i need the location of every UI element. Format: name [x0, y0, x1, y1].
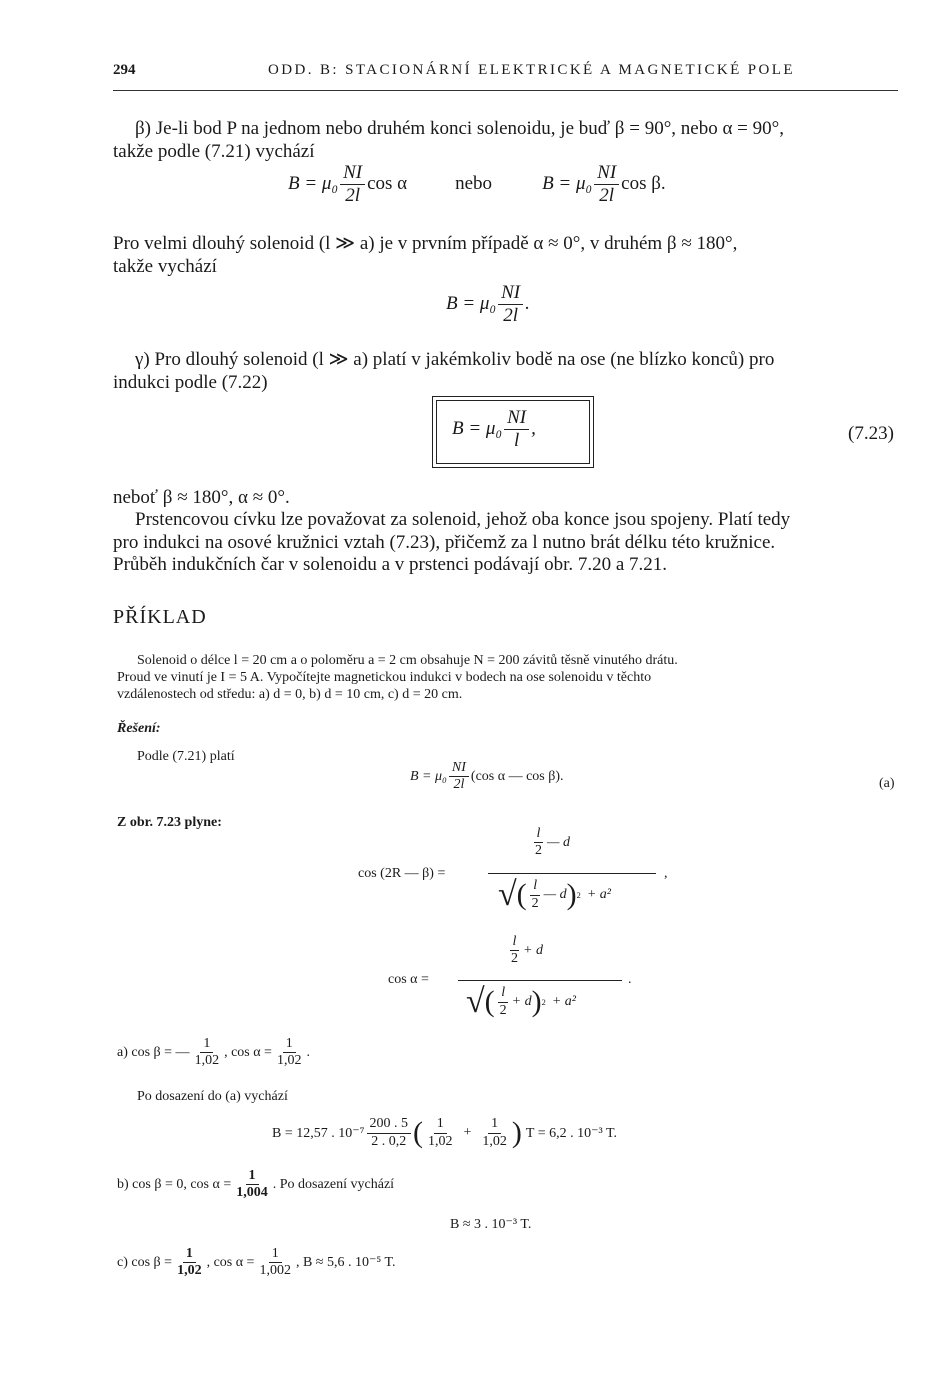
- eq3-left: B = μ₀: [452, 418, 503, 440]
- frac-denominator: 1,02: [177, 1263, 202, 1279]
- case-a-label: a) cos β = —: [117, 1044, 190, 1060]
- case-a-mid: , cos α =: [224, 1044, 272, 1060]
- frac-numerator: l: [498, 985, 508, 1002]
- equation-1: [288, 162, 666, 207]
- eq1-frac-1: [340, 162, 365, 207]
- frac-numerator: 1: [488, 1116, 501, 1133]
- cos-2r-left: cos (2R — β) =: [358, 866, 446, 881]
- beta-line-1: β) Je-li bod P na jednom nebo druhém konci solenoidu, je buď β = 90°, nebo α = 90°,: [135, 118, 784, 139]
- l-half: [508, 934, 521, 967]
- frac-numerator: 200 . 5: [367, 1116, 412, 1133]
- eq-a-frac: [449, 760, 469, 793]
- gamma-line-1: γ) Pro dlouhý solenoid (l ≫ a) platí v jakémkoliv bodě na ose (ne blízko konců) pro: [135, 349, 775, 370]
- frac-numerator: 1: [283, 1036, 296, 1053]
- frac-numerator: NI: [449, 760, 469, 777]
- paren-open-icon: (: [484, 985, 495, 1018]
- eq1-or: nebo: [455, 173, 493, 195]
- case-b-line: [117, 1168, 394, 1201]
- paren-open-icon: (: [516, 878, 527, 911]
- square-exponent: 2: [576, 890, 581, 900]
- eq1-cos-alpha: cos α: [367, 173, 408, 195]
- page-number: 294: [113, 62, 136, 78]
- eq3-comma: ,: [531, 418, 536, 440]
- l-half: [497, 985, 510, 1018]
- eq-a-right: (cos α — cos β).: [470, 768, 564, 784]
- eq2-left: B = μ₀: [446, 293, 497, 315]
- l-half: [529, 878, 542, 911]
- b-calc-frac-3: [479, 1116, 510, 1149]
- long-line-1: Pro velmi dlouhý solenoid (l ≫ a) je v prvním případě α ≈ 0°, v druhém β ≈ 180°,: [113, 233, 738, 254]
- equation-number: (7.23): [848, 423, 894, 444]
- eq2-frac: [498, 282, 523, 327]
- case-a-frac-1: [192, 1036, 223, 1069]
- frac-denominator: 2: [511, 951, 518, 967]
- case-a-line: [117, 1036, 310, 1069]
- case-c-right: , B ≈ 5,6 . 10⁻⁵ T.: [295, 1255, 396, 1271]
- case-b-left: b) cos β = 0, cos α =: [117, 1176, 232, 1192]
- task-line-1: Solenoid o délce l = 20 cm a o poloměru a = 2 cm obsahuje N = 200 závitů těsně vinutého drátu.: [137, 653, 678, 668]
- case-a-frac-2: [274, 1036, 305, 1069]
- example-heading: PŘÍKLAD: [113, 606, 207, 628]
- eq3-frac: [504, 407, 529, 452]
- frac-denominator: 2l: [599, 184, 615, 206]
- case-b-right: . Po dosazení vychází: [272, 1176, 395, 1192]
- case-c-frac-2: [256, 1246, 294, 1279]
- equation-a: [410, 760, 564, 793]
- b-calc-frac: [367, 1116, 412, 1149]
- case-b-frac: [233, 1168, 271, 1201]
- frac-denominator: 2: [531, 895, 539, 911]
- paren-close-icon: ): [531, 985, 542, 1018]
- case-c-line: [117, 1246, 396, 1279]
- frac-denominator: l: [513, 429, 520, 451]
- sqrt-icon: √: [498, 876, 517, 913]
- plus-d: + d: [511, 994, 532, 1009]
- solution-label: Řešení:: [117, 721, 161, 736]
- l-half: [532, 826, 545, 859]
- frac-numerator: 1: [269, 1246, 282, 1263]
- frac-denominator: 2l: [453, 777, 465, 793]
- header-rule: [113, 90, 898, 91]
- comma: ,: [664, 866, 668, 881]
- frac-denominator: 2l: [503, 304, 518, 326]
- frac-numerator: 1: [246, 1168, 259, 1185]
- eq1-cos-beta: cos β.: [621, 173, 666, 195]
- paren-close-icon: ): [511, 1116, 522, 1149]
- cos-alpha-left: cos α =: [388, 972, 429, 987]
- ring-line-3: Průběh indukčních čar v solenoidu a v prstenci podávají obr. 7.20 a 7.21.: [113, 554, 668, 575]
- plus-a2: + a²: [551, 994, 576, 1009]
- frac-numerator: NI: [594, 162, 619, 185]
- sqrt-icon: √: [466, 983, 485, 1020]
- equation-2: [446, 282, 530, 327]
- square-exponent: 2: [541, 997, 546, 1007]
- eq1-frac-2: [594, 162, 619, 207]
- frac-numerator: NI: [498, 282, 523, 305]
- frac-denominator: 1,02: [428, 1133, 453, 1149]
- cos-2r-numerator: [530, 826, 570, 859]
- frac-denominator: 1,02: [194, 1053, 220, 1069]
- gamma-line-2: indukci podle (7.22): [113, 372, 268, 393]
- eq2-dot: .: [525, 293, 530, 315]
- frac-numerator: 1: [200, 1036, 213, 1053]
- minus-d: — d: [547, 834, 570, 850]
- plus-sign: +: [463, 1125, 472, 1140]
- frac-numerator: NI: [504, 407, 529, 430]
- plus-a2: + a²: [586, 887, 611, 902]
- b-calc-right: T = 6,2 . 10⁻³ T.: [525, 1125, 617, 1141]
- task-line-3: vzdálenostech od středu: a) d = 0, b) d = 10 cm, c) d = 20 cm.: [117, 687, 463, 702]
- case-c-frac-1: [174, 1246, 205, 1279]
- frac-numerator: l: [510, 934, 520, 951]
- equation-a-label: (a): [879, 776, 895, 791]
- cos-alpha-denominator: [466, 985, 576, 1019]
- frac-denominator: 1,02: [276, 1053, 302, 1069]
- equation-7-23: [452, 407, 536, 452]
- frac-numerator: l: [534, 826, 544, 843]
- frac-denominator: 1,02: [482, 1133, 507, 1149]
- task-line-2: Proud ve vinutí je I = 5 A. Vypočítejte magnetickou indukci v bodech na ose solenoidu v těchto: [117, 670, 652, 685]
- eq1-right: B = μ₀: [542, 173, 593, 195]
- cos-2r-denominator: [498, 878, 611, 912]
- running-title: ODD. B: STACIONÁRNÍ ELEKTRICKÉ A MAGNETICKÉ POLE: [268, 62, 795, 78]
- po-dosazeni-line: Po dosazení do (a) vychází: [137, 1089, 288, 1104]
- b-calculation: [272, 1116, 617, 1150]
- frac-denominator: 2: [499, 1002, 507, 1018]
- frac-numerator: 1: [183, 1246, 196, 1263]
- case-b-result: B ≈ 3 . 10⁻³ T.: [450, 1217, 532, 1232]
- podle-line: Podle (7.21) platí: [137, 749, 235, 764]
- long-line-2: takže vychází: [113, 256, 217, 277]
- nebot-line: neboť β ≈ 180°, α ≈ 0°.: [113, 487, 290, 508]
- frac-denominator: 2l: [345, 184, 360, 206]
- frac-numerator: 1: [434, 1116, 447, 1133]
- case-c-mid: , cos α =: [206, 1254, 255, 1270]
- paren-close-icon: ): [566, 878, 577, 911]
- period: .: [628, 972, 632, 987]
- cos-2r-fraction-bar: [488, 873, 656, 874]
- plus-d: + d: [523, 942, 543, 958]
- period: .: [306, 1044, 310, 1060]
- b-calc-left: B = 12,57 . 10⁻⁷: [272, 1125, 365, 1141]
- frac-denominator: 1,002: [259, 1263, 291, 1279]
- frac-denominator: 1,004: [236, 1185, 268, 1201]
- minus-d: — d: [543, 887, 567, 902]
- cos-alpha-fraction-bar: [458, 980, 622, 981]
- eq1-left: B = μ₀: [288, 173, 339, 195]
- b-calc-frac-2: [425, 1116, 456, 1149]
- frac-denominator: 2: [535, 843, 542, 859]
- frac-denominator: 2 . 0,2: [371, 1133, 407, 1149]
- case-c-left: c) cos β =: [117, 1254, 173, 1270]
- paren-open-icon: (: [413, 1116, 424, 1149]
- ring-line-1: Prstencovou cívku lze považovat za solenoid, jehož oba konce jsou spojeny. Platí tedy: [135, 509, 791, 530]
- eq-a-left: B = μ₀: [410, 768, 447, 784]
- cos-alpha-numerator: [506, 934, 543, 967]
- z-obr-line: Z obr. 7.23 plyne:: [117, 815, 222, 830]
- beta-line-2: takže podle (7.21) vychází: [113, 141, 315, 162]
- ring-line-2: pro indukci na osové kružnici vztah (7.23), přičemž za l nutno brát délku této kružnice.: [113, 532, 776, 553]
- frac-numerator: l: [530, 878, 540, 895]
- frac-numerator: NI: [340, 162, 365, 185]
